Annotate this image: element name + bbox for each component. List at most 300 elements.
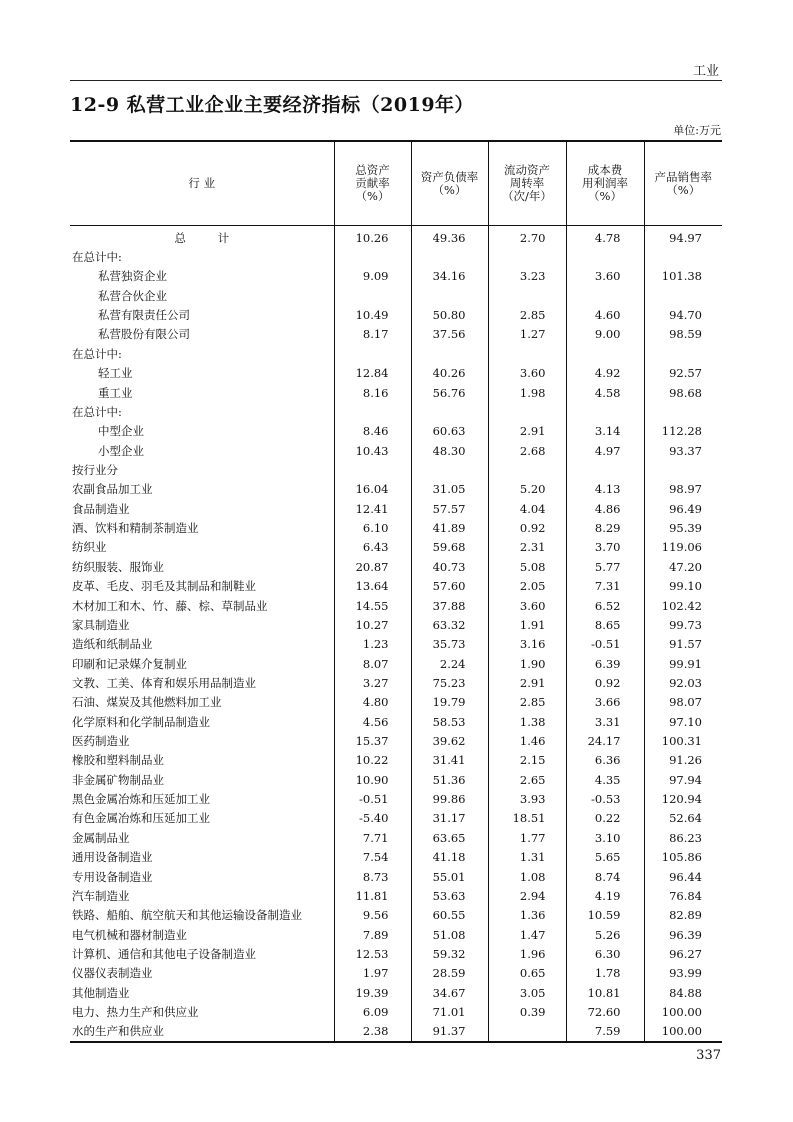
row-value: 84.88 [644,983,722,1002]
row-value: 49.36 [411,226,488,248]
row-value: 2.05 [488,576,566,595]
row-value: 6.36 [566,751,644,770]
table-row [70,383,722,402]
row-value: 8.74 [566,867,644,886]
row-value: 0.92 [488,518,566,537]
table-row [70,1002,722,1021]
table-row [70,267,722,286]
table-row [70,576,722,595]
header-total-asset-contribution: 总资产 贡献率 （%） [334,141,411,226]
row-value: 86.23 [644,828,722,847]
row-value: 10.27 [334,615,411,634]
row-value: 96.27 [644,944,722,963]
row-value: 100.00 [644,1002,722,1021]
row-value: 34.16 [411,267,488,286]
row-value: 9.00 [566,325,644,344]
row-value: 7.71 [334,828,411,847]
row-label: 橡胶和塑料制品业 [72,753,164,768]
row-label: 专用设备制造业 [72,869,153,884]
row-value: 16.04 [334,480,411,499]
table-row [70,809,722,828]
row-value: 57.57 [411,499,488,518]
row-value [411,286,488,305]
row-value: 3.70 [566,538,644,557]
row-value: 9.09 [334,267,411,286]
table-row [70,925,722,944]
table-row [70,518,722,537]
row-value [488,344,566,363]
row-value: 4.04 [488,499,566,518]
table-row [70,635,722,654]
table-row [70,770,722,789]
row-value: 101.38 [644,267,722,286]
row-value: 1.38 [488,712,566,731]
header-cost-profit-ratio: 成本费 用利润率 （%） [566,141,644,226]
row-value: 41.89 [411,518,488,537]
row-value [334,460,411,479]
row-label: 私营有限责任公司 [98,308,190,323]
table-row [70,538,722,557]
row-value: 4.97 [566,441,644,460]
row-label: 皮革、毛皮、羽毛及其制品和制鞋业 [72,579,256,594]
row-value: 94.97 [644,226,722,248]
row-label: 石油、煤炭及其他燃料加工业 [72,695,222,710]
row-value: 98.68 [644,383,722,402]
row-value: 100.31 [644,731,722,750]
row-value: 2.31 [488,538,566,557]
row-label: 黑色金属冶炼和压延加工业 [72,792,210,807]
row-value: 59.68 [411,538,488,557]
row-value [488,1022,566,1042]
row-label: 私营独资企业 [98,269,167,284]
table-row [70,654,722,673]
row-value: 52.64 [644,809,722,828]
row-value: 8.29 [566,518,644,537]
row-value: 3.60 [488,596,566,615]
row-value: 2.38 [334,1022,411,1042]
row-value: 119.06 [644,538,722,557]
table-row [70,615,722,634]
row-value: 14.55 [334,596,411,615]
row-value: 11.81 [334,886,411,905]
table-row [70,286,722,305]
row-value: 99.86 [411,789,488,808]
row-value: 98.07 [644,693,722,712]
table-row [70,422,722,441]
row-value: 0.22 [566,809,644,828]
row-value: 19.79 [411,693,488,712]
table-row [70,557,722,576]
row-value: 96.49 [644,499,722,518]
row-label: 计算机、通信和其他电子设备制造业 [72,946,256,961]
row-value [411,344,488,363]
header-row [70,141,722,226]
row-value: 1.96 [488,944,566,963]
row-value: 34.67 [411,983,488,1002]
row-label: 中型企业 [98,424,144,439]
table-row [70,751,722,770]
row-label: 在总计中: [72,346,122,361]
row-value [488,402,566,421]
table-row [70,964,722,983]
row-label: 通用设备制造业 [72,850,153,865]
row-value: 1.97 [334,964,411,983]
row-label: 重工业 [98,385,133,400]
table-row [70,673,722,692]
row-value: 7.31 [566,576,644,595]
table-row [70,1022,722,1042]
row-label: 电气机械和器材制造业 [72,927,187,942]
row-value: 9.56 [334,906,411,925]
row-value: 56.76 [411,383,488,402]
table-row [70,499,722,518]
row-label: 化学原料和化学制品制造业 [72,714,210,729]
row-value [488,247,566,266]
row-value: 1.77 [488,828,566,847]
row-label: 金属制品业 [72,830,130,845]
row-label: 总 计 [174,230,244,245]
row-label: 家具制造业 [72,617,130,632]
row-value: 6.09 [334,1002,411,1021]
row-value: 48.30 [411,441,488,460]
row-label: 有色金属冶炼和压延加工业 [72,811,210,826]
row-value: 0.92 [566,673,644,692]
row-label: 电力、热力生产和供应业 [72,1005,199,1020]
row-value: 7.59 [566,1022,644,1042]
row-value: 92.57 [644,364,722,383]
row-value [566,247,644,266]
row-value [566,402,644,421]
row-value: 40.26 [411,364,488,383]
row-value [644,286,722,305]
row-label: 农副食品加工业 [72,482,153,497]
table-row [70,712,722,731]
row-value: 1.78 [566,964,644,983]
row-label: 木材加工和木、竹、藤、棕、草制品业 [72,598,268,613]
row-value: 6.43 [334,538,411,557]
row-value: 60.63 [411,422,488,441]
row-value: 1.08 [488,867,566,886]
row-value: 8.16 [334,383,411,402]
section-tag: 工业 [692,64,719,79]
row-value: 55.01 [411,867,488,886]
row-value: 19.39 [334,983,411,1002]
row-value: 0.65 [488,964,566,983]
row-value: 99.91 [644,654,722,673]
row-value [488,460,566,479]
row-value: 4.19 [566,886,644,905]
row-value: 4.92 [566,364,644,383]
row-value: 51.08 [411,925,488,944]
row-value: 2.24 [411,654,488,673]
row-value: 63.32 [411,615,488,634]
row-value: 10.49 [334,305,411,324]
row-value: 10.43 [334,441,411,460]
row-label: 印刷和记录媒介复制业 [72,656,187,671]
row-value: 5.77 [566,557,644,576]
row-label: 纺织服装、服饰业 [72,559,164,574]
row-value: 92.03 [644,673,722,692]
table-row [70,596,722,615]
row-value [411,247,488,266]
row-value: 99.10 [644,576,722,595]
header-industry: 行 业 [70,141,334,226]
table-row [70,441,722,460]
row-value: 31.17 [411,809,488,828]
row-label: 小型企业 [98,443,144,458]
row-value: 120.94 [644,789,722,808]
row-label: 酒、饮料和精制茶制造业 [72,521,199,536]
row-value: 53.63 [411,886,488,905]
row-value: 82.89 [644,906,722,925]
row-value: 57.60 [411,576,488,595]
row-value: 59.32 [411,944,488,963]
row-label: 在总计中: [72,404,122,419]
row-value: 1.98 [488,383,566,402]
row-value: 37.56 [411,325,488,344]
row-value: 1.90 [488,654,566,673]
page-number: 337 [696,1048,721,1063]
row-value: 1.31 [488,848,566,867]
row-value: 94.70 [644,305,722,324]
table-row [70,693,722,712]
row-value: 5.65 [566,848,644,867]
row-value: 3.93 [488,789,566,808]
table-row [70,247,722,266]
row-value: 4.58 [566,383,644,402]
row-value: 4.78 [566,226,644,248]
row-value: 75.23 [411,673,488,692]
row-value: 31.41 [411,751,488,770]
row-value: 96.44 [644,867,722,886]
table-row [70,226,722,248]
table-row [70,789,722,808]
table-title: 12-9 私营工业企业主要经济指标（2019年） [70,94,475,116]
row-value: 6.10 [334,518,411,537]
row-value: 4.80 [334,693,411,712]
unit-label: 单位:万元 [673,124,721,137]
row-label: 私营股份有限公司 [98,327,190,342]
table-body [70,226,722,1043]
row-value: 6.52 [566,596,644,615]
row-value [334,344,411,363]
row-value: 47.20 [644,557,722,576]
row-value: 8.46 [334,422,411,441]
row-value [566,460,644,479]
row-value: 97.94 [644,770,722,789]
header-sales-rate: 产品销售率 （%） [644,141,722,226]
row-value: 97.10 [644,712,722,731]
row-value: 24.17 [566,731,644,750]
row-value: 28.59 [411,964,488,983]
row-value: 63.65 [411,828,488,847]
row-value: 1.36 [488,906,566,925]
row-value: 3.23 [488,267,566,286]
row-value [644,460,722,479]
row-value: 4.56 [334,712,411,731]
row-value: 15.37 [334,731,411,750]
table-row [70,344,722,363]
row-label: 汽车制造业 [72,888,130,903]
row-label: 仪器仪表制造业 [72,966,153,981]
row-label: 纺织业 [72,540,107,555]
row-value: 3.05 [488,983,566,1002]
row-value: 3.16 [488,635,566,654]
row-value: 4.35 [566,770,644,789]
row-value: 5.08 [488,557,566,576]
row-value: 2.15 [488,751,566,770]
row-value: 18.51 [488,809,566,828]
row-value [644,344,722,363]
row-value: 2.94 [488,886,566,905]
row-value: 6.39 [566,654,644,673]
row-value: 1.46 [488,731,566,750]
row-label: 食品制造业 [72,501,130,516]
row-value: 2.91 [488,673,566,692]
row-value: 3.31 [566,712,644,731]
row-value: 93.37 [644,441,722,460]
row-value [411,460,488,479]
table-row [70,983,722,1002]
row-label: 按行业分 [72,462,118,477]
table-row [70,402,722,421]
table-row [70,305,722,324]
row-value: 76.84 [644,886,722,905]
table-row [70,325,722,344]
row-value: 3.60 [488,364,566,383]
row-value [566,286,644,305]
table-row [70,944,722,963]
row-value: 12.41 [334,499,411,518]
row-value: 2.68 [488,441,566,460]
row-value: 4.13 [566,480,644,499]
row-value: 5.20 [488,480,566,499]
row-value: 39.62 [411,731,488,750]
row-value: 2.91 [488,422,566,441]
table-row [70,848,722,867]
row-value: 12.84 [334,364,411,383]
economic-indicators-table [70,140,722,1043]
row-value: 3.66 [566,693,644,712]
header-debt-ratio: 资产负债率 （%） [411,141,488,226]
table-row [70,460,722,479]
row-value: 8.65 [566,615,644,634]
row-value [644,247,722,266]
row-value: 2.85 [488,693,566,712]
header-current-asset-turnover: 流动资产 周转率 （次/年） [488,141,566,226]
row-value: 1.23 [334,635,411,654]
row-value: 1.27 [488,325,566,344]
row-value: 71.01 [411,1002,488,1021]
row-label: 在总计中: [72,250,122,265]
row-value: 13.64 [334,576,411,595]
row-label: 文教、工美、体育和娱乐用品制造业 [72,675,256,690]
row-value: 95.39 [644,518,722,537]
row-value: 6.30 [566,944,644,963]
row-value [334,402,411,421]
row-value: 41.18 [411,848,488,867]
row-value: 98.59 [644,325,722,344]
row-value: 7.89 [334,925,411,944]
row-value: 2.70 [488,226,566,248]
row-value: 91.37 [411,1022,488,1042]
table-row [70,480,722,499]
row-value: 91.26 [644,751,722,770]
row-value: 102.42 [644,596,722,615]
row-value [644,402,722,421]
row-value: 58.53 [411,712,488,731]
row-value: 20.87 [334,557,411,576]
row-label: 铁路、船舶、航空航天和其他运输设备制造业 [72,908,302,923]
row-value [488,286,566,305]
row-value: 10.81 [566,983,644,1002]
row-value: 4.60 [566,305,644,324]
row-value: 5.26 [566,925,644,944]
row-value: 100.00 [644,1022,722,1042]
row-value: 4.86 [566,499,644,518]
row-value: 8.07 [334,654,411,673]
row-value [334,247,411,266]
row-value: 10.59 [566,906,644,925]
row-value: 35.73 [411,635,488,654]
row-value: 105.86 [644,848,722,867]
row-value: -5.40 [334,809,411,828]
row-label: 私营合伙企业 [98,288,167,303]
row-value: 3.10 [566,828,644,847]
table-row [70,828,722,847]
row-label: 医药制造业 [72,734,130,749]
table-row [70,867,722,886]
row-value: -0.53 [566,789,644,808]
row-value: -0.51 [334,789,411,808]
row-value: 10.22 [334,751,411,770]
row-value: 1.47 [488,925,566,944]
row-label: 非金属矿物制品业 [72,772,164,787]
row-value [334,286,411,305]
table-row [70,364,722,383]
row-value: 2.65 [488,770,566,789]
table-row [70,886,722,905]
row-value: 10.90 [334,770,411,789]
row-value: 72.60 [566,1002,644,1021]
row-value [411,402,488,421]
row-value: 91.57 [644,635,722,654]
row-value: 112.28 [644,422,722,441]
row-value: 8.17 [334,325,411,344]
top-rule [70,80,722,81]
row-value: -0.51 [566,635,644,654]
row-label: 轻工业 [98,366,133,381]
table-row [70,906,722,925]
row-value: 40.73 [411,557,488,576]
row-value: 93.99 [644,964,722,983]
row-value: 7.54 [334,848,411,867]
row-value: 10.26 [334,226,411,248]
row-value [566,344,644,363]
row-value: 12.53 [334,944,411,963]
row-label: 造纸和纸制品业 [72,637,153,652]
row-value: 2.85 [488,305,566,324]
row-value: 31.05 [411,480,488,499]
row-value: 1.91 [488,615,566,634]
row-value: 51.36 [411,770,488,789]
table-row [70,731,722,750]
row-label: 水的生产和供应业 [70,1022,334,1042]
row-value: 99.73 [644,615,722,634]
row-value: 50.80 [411,305,488,324]
row-value: 60.55 [411,906,488,925]
row-value: 3.60 [566,267,644,286]
